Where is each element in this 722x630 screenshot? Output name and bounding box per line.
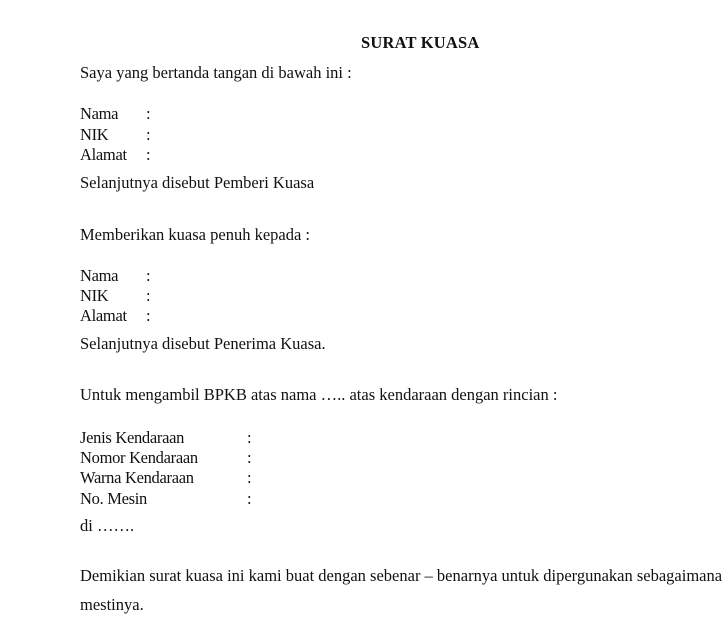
vehicle-color-label: Warna Kendaraan bbox=[80, 468, 194, 487]
closing-line-2: mestinya. bbox=[80, 595, 144, 614]
closing-line-1: Demikian surat kuasa ini kami buat dengan sebenar – benarnya untuk dipergunakan sebagaimana bbox=[80, 566, 722, 585]
engine-number-colon: : bbox=[247, 489, 252, 508]
location-text: di ……. bbox=[80, 516, 135, 535]
giver-nik-label: NIK bbox=[80, 125, 109, 144]
receiver-address-colon: : bbox=[146, 306, 151, 325]
engine-number-label: No. Mesin bbox=[80, 489, 147, 508]
receiver-address-label: Alamat bbox=[80, 306, 127, 325]
receiver-name-label: Nama bbox=[80, 266, 119, 285]
giver-address-label: Alamat bbox=[80, 145, 127, 164]
giver-designation: Selanjutnya disebut Pemberi Kuasa bbox=[80, 173, 315, 192]
vehicle-color-colon: : bbox=[247, 468, 252, 487]
giver-nik-colon: : bbox=[146, 125, 151, 144]
receiver-nik-colon: : bbox=[146, 286, 151, 305]
grant-text: Memberikan kuasa penuh kepada : bbox=[80, 225, 311, 244]
vehicle-number-label: Nomor Kendaraan bbox=[80, 448, 198, 467]
vehicle-type-label: Jenis Kendaraan bbox=[80, 428, 185, 447]
vehicle-number-colon: : bbox=[247, 448, 252, 467]
giver-name-label: Nama bbox=[80, 104, 119, 123]
giver-address-colon: : bbox=[146, 145, 151, 164]
intro-text: Saya yang bertanda tangan di bawah ini : bbox=[80, 63, 352, 82]
giver-name-colon: : bbox=[146, 104, 151, 123]
receiver-name-colon: : bbox=[146, 266, 151, 285]
document-title: SURAT KUASA bbox=[361, 33, 480, 52]
receiver-nik-label: NIK bbox=[80, 286, 109, 305]
purpose-text: Untuk mengambil BPKB atas nama ….. atas kendaraan dengan rincian : bbox=[80, 385, 558, 404]
vehicle-type-colon: : bbox=[247, 428, 252, 447]
receiver-designation: Selanjutnya disebut Penerima Kuasa. bbox=[80, 334, 326, 353]
